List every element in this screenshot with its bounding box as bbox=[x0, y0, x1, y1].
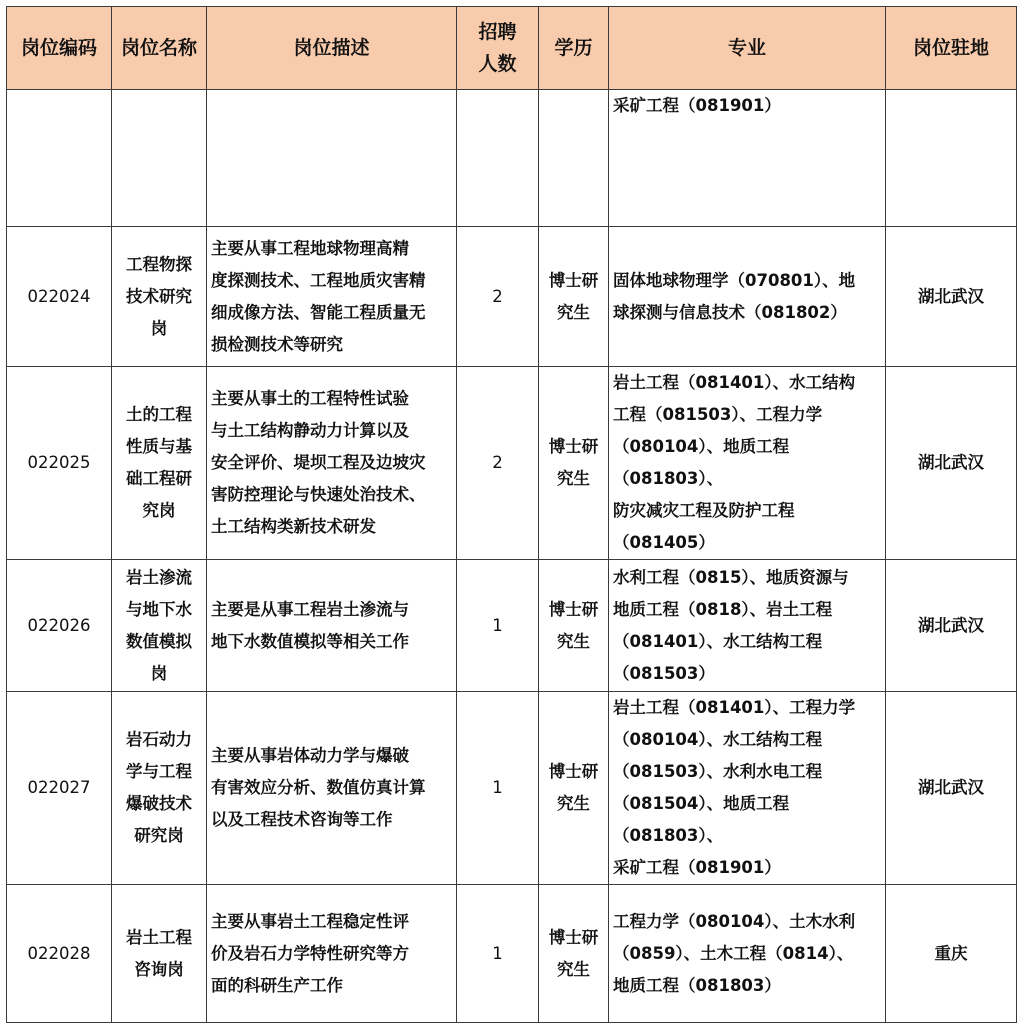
row-count bbox=[457, 90, 539, 227]
job-table bbox=[6, 6, 1017, 1023]
header-edu: 学历 bbox=[539, 7, 609, 90]
row-edu bbox=[539, 90, 609, 227]
row-loc: 湖北武汉 bbox=[886, 367, 1017, 560]
table-row bbox=[7, 227, 1017, 367]
row-major: 水利工程（0815）、地质资源与 地质工程（0818）、岩土工程 （081401）、水工结构工程 （081503） bbox=[609, 560, 886, 692]
row-loc: 湖北武汉 bbox=[886, 560, 1017, 692]
row-count: 1 bbox=[457, 692, 539, 885]
row-desc: 主要从事工程地球物理高精 度探测技术、工程地质灾害精 细成像方法、智能工程质量无 损检测技术等研究 bbox=[207, 227, 457, 367]
header-loc: 岗位驻地 bbox=[886, 7, 1017, 90]
row-major: 采矿工程（081901） bbox=[609, 90, 886, 227]
row-code: 022028 bbox=[7, 885, 112, 1023]
header-count: 招聘 人数 bbox=[457, 7, 539, 90]
row-major: 工程力学（080104）、土木水利 （0859）、土木工程（0814）、 地质工程（081803） bbox=[609, 885, 886, 1023]
row-count: 1 bbox=[457, 560, 539, 692]
row-code bbox=[7, 90, 112, 227]
table-row bbox=[7, 90, 1017, 227]
row-desc: 主要从事岩体动力学与爆破 有害效应分析、数值仿真计算 以及工程技术咨询等工作 bbox=[207, 692, 457, 885]
header-desc: 岗位描述 bbox=[207, 7, 457, 90]
row-count: 2 bbox=[457, 367, 539, 560]
row-edu: 博士研 究生 bbox=[539, 692, 609, 885]
row-loc: 湖北武汉 bbox=[886, 692, 1017, 885]
header-name: 岗位名称 bbox=[112, 7, 207, 90]
row-desc: 主要从事土的工程特性试验 与土工结构静动力计算以及 安全评价、堤坝工程及边坡灾 害防控理论与快速处治技术、 土工结构类新技术研发 bbox=[207, 367, 457, 560]
row-name: 土的工程 性质与基 础工程研 究岗 bbox=[112, 367, 207, 560]
table-row bbox=[7, 885, 1017, 1023]
row-name: 工程物探 技术研究 岗 bbox=[112, 227, 207, 367]
row-desc bbox=[207, 90, 457, 227]
row-edu: 博士研 究生 bbox=[539, 227, 609, 367]
row-name bbox=[112, 90, 207, 227]
row-edu: 博士研 究生 bbox=[539, 885, 609, 1023]
row-edu: 博士研 究生 bbox=[539, 560, 609, 692]
row-edu: 博士研 究生 bbox=[539, 367, 609, 560]
row-code: 022024 bbox=[7, 227, 112, 367]
table-row bbox=[7, 367, 1017, 560]
header-major: 专业 bbox=[609, 7, 886, 90]
row-name: 岩土工程 咨询岗 bbox=[112, 885, 207, 1023]
row-loc bbox=[886, 90, 1017, 227]
header-row bbox=[7, 7, 1017, 90]
row-major: 固体地球物理学（070801）、地 球探测与信息技术（081802） bbox=[609, 227, 886, 367]
row-code: 022025 bbox=[7, 367, 112, 560]
table-row bbox=[7, 560, 1017, 692]
header-code: 岗位编码 bbox=[7, 7, 112, 90]
row-desc: 主要从事岩土工程稳定性评 价及岩石力学特性研究等方 面的科研生产工作 bbox=[207, 885, 457, 1023]
row-count: 2 bbox=[457, 227, 539, 367]
row-major: 岩土工程（081401）、水工结构 工程（081503）、工程力学 （080104）、地质工程（081803）、 防灾减灾工程及防护工程 （081405） bbox=[609, 367, 886, 560]
row-desc: 主要是从事工程岩土渗流与 地下水数值模拟等相关工作 bbox=[207, 560, 457, 692]
table-row bbox=[7, 692, 1017, 885]
row-code: 022026 bbox=[7, 560, 112, 692]
row-code: 022027 bbox=[7, 692, 112, 885]
row-loc: 湖北武汉 bbox=[886, 227, 1017, 367]
row-loc: 重庆 bbox=[886, 885, 1017, 1023]
row-count: 1 bbox=[457, 885, 539, 1023]
row-name: 岩石动力 学与工程 爆破技术 研究岗 bbox=[112, 692, 207, 885]
row-name: 岩土渗流 与地下水 数值模拟 岗 bbox=[112, 560, 207, 692]
row-major: 岩土工程（081401）、工程力学 （080104）、水工结构工程 （081503）、水利水电工程 （081504）、地质工程（081803）、 采矿工程（081901） bbox=[609, 692, 886, 885]
